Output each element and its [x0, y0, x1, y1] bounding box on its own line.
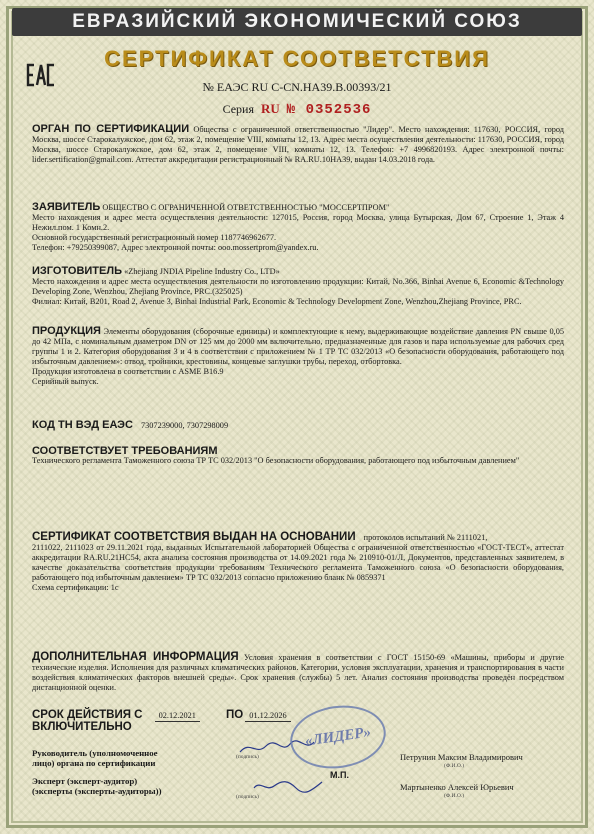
basis-heading: СЕРТИФИКАТ СООТВЕТСТВИЯ ВЫДАН НА ОСНОВАНИИ [32, 531, 356, 543]
validity-from: 02.12.2021 [155, 711, 200, 722]
tnved-heading: КОД ТН ВЭД ЕАЭС [32, 419, 133, 431]
organ-stamp: «ЛИДЕР» [286, 700, 390, 775]
series-number: № 0352536 [286, 102, 372, 118]
validity-inclusive: ВКЛЮЧИТЕЛЬНО [32, 721, 132, 733]
expert-fio-caption: (Ф.И.О.) [444, 793, 465, 799]
basis-text: 2111022, 2111023 от 29.11.2021 года, выданных Испытательной лабораторией Общества с ограниченной ответственностью «ГОСТ-ТЕСТ», аттестат аккредитации RA.RU.21НС54, акта анализа состояния производства от 14.09.2021 года № 210910-01/Л, Документов, представленных заявителем, в качестве доказательства соответствия продукции требованиям Технического регламента Таможенного союза «О безопасности оборудования, работающего под избыточным давлением» ТР ТС 032/2013 согласно приложению бланк № 0859371 [32, 543, 564, 582]
applicant-section [32, 202, 564, 253]
organ-section [32, 124, 564, 165]
additional-heading: ДОПОЛНИТЕЛЬНАЯ ИНФОРМАЦИЯ [32, 651, 239, 663]
additional-section [32, 652, 564, 693]
manufacturer-section [32, 266, 564, 307]
stamp-mp: М.П. [330, 770, 349, 780]
head-name: Петрунин Максим Владимирович [400, 752, 523, 762]
head-label-2: лицо) органа по сертификации [32, 758, 156, 768]
manufacturer-address: Место нахождения и адрес места осуществления деятельности по изготовлению продукции: Китай, No.366, Binhai Avenue 6, Economic &Technology Developing Zone, Wenzhou, Zhejiang Province, PRC.(325025) [32, 277, 564, 296]
applicant-contacts: Телефон: +79250399087, Адрес электронной почты: ooo.mossertprom@yandex.ru. [32, 243, 319, 252]
manufacturer-name: «Zhejiang JNDIA Pipeline Industry Co., LTD» [124, 267, 280, 276]
applicant-ogrn: Основной государственный регистрационный номер 1187746962677. [32, 233, 277, 242]
product-description: Элементы оборудования (сборочные единицы) и комплектующие к нему, выдерживающие воздействие давления PN свыше 0,05 до 42 МПа, с номинальным диаметром DN от 125 мм до 2000 мм включительно, предназначенные для газов и пара используемые для рабочих сред группы 1 и 2. Категория оборудования 3 и 4 в соответствии с приложением № 1 ТР ТС 032/2013 «О безопасности оборудования, работающего под избыточным давлением»: отвод, тройники, крестовины, концевые заглушки трубы, переход, отбортовка. [32, 327, 564, 366]
head-fio-caption: (Ф.И.О.) [444, 763, 465, 769]
certificate-title: СЕРТИФИКАТ СООТВЕТСТВИЯ [104, 46, 490, 71]
manufacturer-branch: Филиал: Китай, B201, Road 2, Avenue 3, Binhai Industrial Park, Economic & Technology Development Zone, Wenzhou,Zhejiang Province, PRC. [32, 297, 522, 306]
certification-scheme: Схема сертификации: 1с [32, 583, 119, 592]
document-number: № ЕАЭС RU С-CN.НА39.В.00393/21 [202, 80, 392, 94]
series-line [0, 101, 594, 118]
expert-sign-caption: (подпись) [236, 794, 259, 800]
head-label-1: Руководитель (уполномоченное [32, 748, 158, 758]
basis-lead: протоколов испытаний № 2111021, [363, 533, 488, 542]
expert-name: Мартыненко Алексей Юрьевич [400, 782, 514, 792]
requirements-text: Технического регламента Таможенного союза ТР ТС 032/2013 "О безопасности оборудования, работающего под избыточным давлением" [32, 456, 520, 465]
union-banner: ЕВРАЗИЙСКИЙ ЭКОНОМИЧЕСКИЙ СОЮЗ [12, 8, 582, 36]
product-serial: Серийный выпуск. [32, 377, 99, 386]
expert-label-1: Эксперт (эксперт-аудитор) [32, 776, 138, 786]
series-code: RU [261, 101, 280, 116]
tnved-section [32, 420, 564, 431]
applicant-address: Место нахождения и адрес места осуществления деятельности: 127015, Россия, город Москва, улица Бутырская, Дом 67, Строение 1, Этаж 4 Нежил.пом. 1 Комн.2. [32, 213, 564, 232]
tnved-codes: 7307239000, 7307298009 [140, 421, 229, 430]
validity-heading: СРОК ДЕЙСТВИЯ С [32, 709, 143, 721]
expert-signature [250, 776, 330, 796]
head-sign-caption: (подпись) [236, 754, 259, 760]
organ-heading: ОРГАН ПО СЕРТИФИКАЦИИ [32, 123, 190, 135]
applicant-name: ОБЩЕСТВО С ОГРАНИЧЕННОЙ ОТВЕТСТВЕННОСТЬЮ "МОССЕРТПРОМ" [102, 203, 390, 212]
product-standard: Продукция изготовлена в соответствии с ASME B16.9 [32, 367, 224, 376]
requirements-heading: СООТВЕТСТВУЕТ ТРЕБОВАНИЯМ [32, 445, 218, 457]
additional-text: Условия хранения в соответствии с ГОСТ 15150-69 «Машины, приборы и другие технические изделия. Исполнения для различных климатических районов. Категории, условия эксплуатации, хранения и транспортирования в части воздействия климатических факторов внешней среды». Срок хранения (службы) 5 лет. Анализ состояния производства проведён посредством дистанционной оценки. [32, 653, 565, 692]
validity-to: 01.12.2026 [245, 711, 290, 722]
product-heading: ПРОДУКЦИЯ [32, 325, 101, 337]
series-label: Серия [222, 102, 254, 116]
requirements-section [32, 446, 564, 466]
organ-text: Общества с ограниченной ответственностью "Лидер". Место нахождения: 117630, РОССИЯ, город Москва, шоссе Старокалужское, дом 62, этаж 2, помещение VIII, комнаты 12, 13. Адрес места осуществления деятельности: 117630, РОССИЯ, город Москва, шоссе Старокалужское, дом 62, этаж 2, помещение VIII, комнаты 12, 13. Телефон: +7 4996820193. Адрес электронной почты: lider.sertification@gmail.com. Аттестат аккредитации регистрационный № RA.RU.10НА39, выдан 14.03.2018 года. [32, 125, 565, 164]
expert-label-2: (эксперты (эксперты-аудиторы)) [32, 786, 162, 796]
basis-section [32, 532, 564, 593]
expert-label [32, 776, 282, 796]
product-section [32, 326, 564, 387]
validity-to-label: ПО [226, 709, 244, 721]
manufacturer-heading: ИЗГОТОВИТЕЛЬ [32, 265, 122, 277]
applicant-heading: ЗАЯВИТЕЛЬ [32, 201, 101, 213]
